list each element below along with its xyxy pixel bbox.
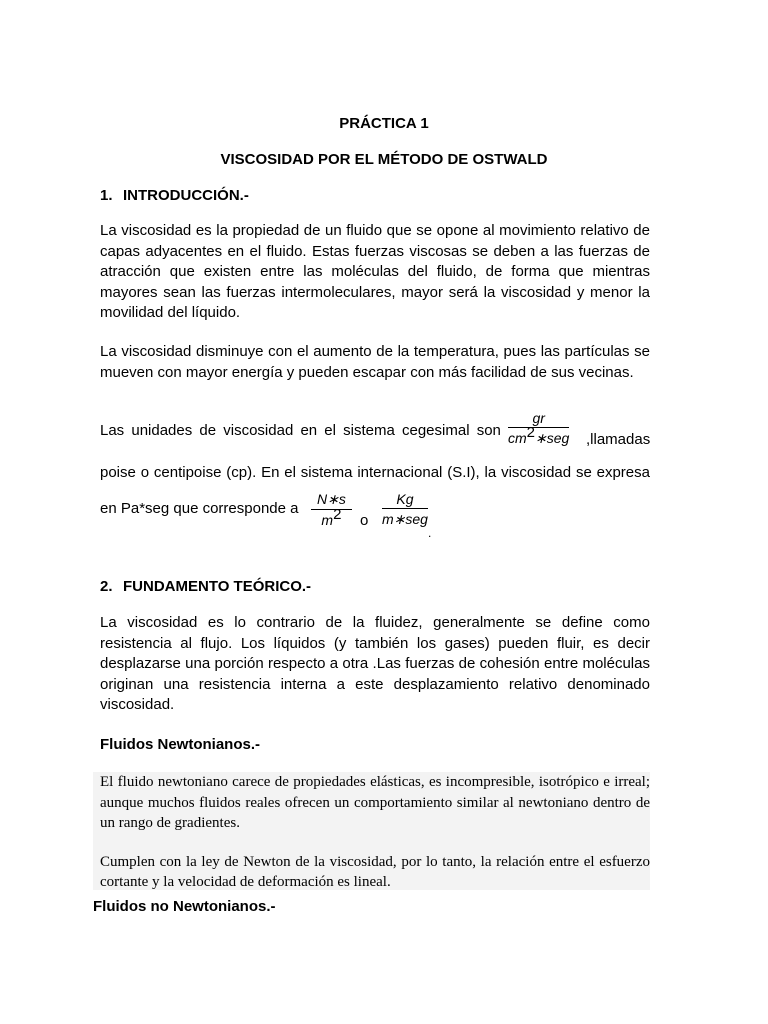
fraction-3-denominator: m∗seg [382, 511, 428, 527]
section-2-heading [100, 578, 312, 595]
fraction-n-s-per-m2 [311, 491, 352, 528]
theory-paragraph: La viscosidad es lo contrario de la fluidez, generalmente se define como resistencia al flujo. Los líquidos (y también los gases) pueden fluir, es decir desplazarse una porción respecto a otra .Las fuerzas de cohesión entre moléculas originan una resistencia interna a este desplazamiento relativo denominado viscosidad. [100, 614, 650, 713]
fraction-1-denominator [508, 424, 570, 447]
newtonian-paragraph-2: Cumplen con la ley de Newton de la viscosidad, por lo tanto, la relación entre el esfuerzo cortante y la velocidad de deformación es lineal. [100, 853, 650, 890]
fraction-2-den-base: m [321, 512, 334, 528]
section-1-heading [100, 187, 249, 204]
section-2-number: 2. [100, 578, 113, 595]
non-newtonian-fluids-heading: Fluidos no Newtonianos.- [93, 898, 276, 915]
newtonian-paragraph-1: El fluido newtoniano carece de propiedades elásticas, es incompresible, isotrópico e irreal; aunque muchos fluidos reales ofrecen un comportamiento similar al newtoniano dentro de un rango de gradientes. [100, 774, 650, 831]
document-subtitle: VISCOSIDAD POR EL MÉTODO DE OSTWALD [220, 151, 548, 168]
newtonian-fluids-heading: Fluidos Newtonianos.- [100, 736, 260, 753]
section-1-number: 1. [100, 187, 113, 204]
document-title: PRÁCTICA 1 [339, 115, 429, 132]
units-line-3: en Pa*seg que corresponde a [100, 500, 299, 517]
fraction-2-numerator: N∗s [311, 491, 352, 510]
units-line-1: Las unidades de viscosidad en el sistema cegesimal son [100, 422, 501, 439]
fraction-2-den-exponent: 2 [333, 506, 342, 523]
fraction-2-denominator [311, 506, 352, 528]
section-2-title: FUNDAMENTO TEÓRICO.- [123, 578, 312, 595]
trailing-dot: . [428, 526, 432, 540]
fraction-1-numerator: gr [508, 410, 569, 428]
fraction-1-den-exponent: 2 [526, 424, 536, 441]
units-line-1-end: ,llamadas [586, 431, 651, 448]
fraction-kg-per-m-seg [382, 491, 428, 528]
fraction-gr-per-cm2-seg [508, 410, 569, 447]
intro-paragraph-2: La viscosidad disminuye con el aumento de la temperatura, pues las partículas se mueven con mayor energía y pueden escapar con más facilidad de sus vecinas. [100, 343, 650, 381]
units-line-2: poise o centipoise (cp). En el sistema internacional (S.I), la viscosidad se expresa [100, 464, 650, 481]
or-word: o [360, 512, 369, 529]
intro-paragraph-1: La viscosidad es la propiedad de un fluido que se opone al movimiento relativo de capas adyacentes en el fluido. Estas fuerzas viscosas se deben a las fuerzas de atracción que existen entre las moléculas del fluido, de forma que mientras mayores sean las fuerzas intermoleculares, mayor será la viscosidad y menor la movilidad del líquido. [100, 222, 650, 321]
fraction-3-numerator: Kg [382, 491, 428, 509]
section-1-title: INTRODUCCIÓN.- [123, 187, 249, 204]
newtonian-fluids-box [93, 772, 650, 890]
fraction-1-den-base: cm [508, 430, 527, 446]
fraction-1-den-rest: ∗seg [535, 430, 570, 446]
